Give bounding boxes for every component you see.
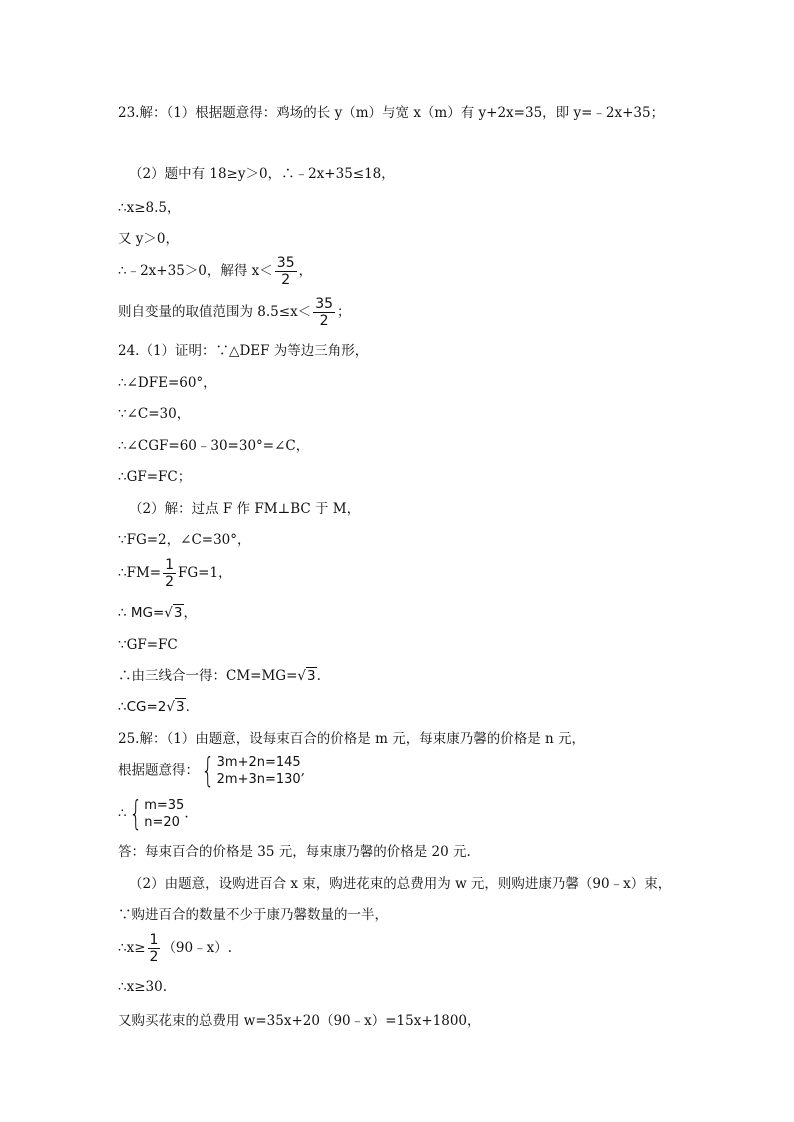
text-segment: . <box>185 699 190 715</box>
equation: n=20 <box>144 815 180 830</box>
text-line-q23-part2: （2）题中有 18≥y＞0，∴﹣2x+35≤18， <box>129 166 395 182</box>
text-line-q23-part1: 23.解：（1）根据题意得：鸡场的长 y（m）与宽 x（m）有 y+2x=35，即 y=﹣2x+35； <box>118 105 665 121</box>
text-line-q24-part2: （2）解：过点 F 作 FM⊥BC 于 M， <box>129 501 361 517</box>
text-segment: ∴ MG=√ <box>118 605 173 621</box>
fraction-1-over-2 <box>148 932 161 965</box>
text-segment: , <box>300 762 305 779</box>
text-segment: ∴CG=2√ <box>118 699 175 715</box>
text-line-with-fraction <box>118 932 232 965</box>
text-line: ∵GF=FC <box>118 637 178 653</box>
text-segment: ∴﹣2x+35＞0，解得 x＜ <box>118 263 273 279</box>
text-line: ∴x≥8.5， <box>118 200 181 216</box>
text-segment: . <box>184 805 189 822</box>
text-segment: 则自变量的取值范围为 8.5≤x＜ <box>118 304 312 320</box>
text-line-with-sqrt <box>118 667 321 685</box>
fraction-numerator: 35 <box>315 296 334 312</box>
text-line: ∴GF=FC； <box>118 469 192 485</box>
text-segment: ； <box>337 304 351 320</box>
equation-system-2 <box>144 797 184 831</box>
fraction-denominator: 2 <box>281 272 291 288</box>
text-line-q25-part2: （2）由题意，设购进百合 x 束，购进花束的总费用为 w 元，则购进康乃馨（90﹣x）束， <box>129 876 672 892</box>
text-segment: 根据题意得： <box>118 762 199 779</box>
text-segment: ∴ <box>118 805 127 822</box>
fraction-35-over-2 <box>275 255 297 288</box>
text-segment: . <box>316 668 321 684</box>
text-line: ∵FG=2，∠C=30°， <box>118 532 251 548</box>
text-segment: FG=1， <box>178 565 232 581</box>
fraction-numerator: 1 <box>165 557 175 573</box>
brace-icon: { <box>201 751 215 791</box>
brace-icon: { <box>128 794 142 834</box>
text-line-with-fraction <box>118 255 312 288</box>
text-segment: ∴FM= <box>118 565 162 581</box>
text-line-with-system <box>118 751 305 791</box>
equation-system-1 <box>217 754 301 788</box>
fraction-denominator: 2 <box>319 313 329 329</box>
text-line-q25: 25.解：（1）由题意，设每束百合的价格是 m 元，每束康乃馨的价格是 n 元， <box>118 731 585 747</box>
text-line-q24: 24.（1）证明：∵△DEF 为等边三角形， <box>118 343 369 359</box>
text-segment: （90﹣x）. <box>162 940 233 956</box>
text-line-with-sqrt <box>118 698 190 716</box>
equation: 3m+2n=145 <box>216 755 301 770</box>
text-line: ∵购进百合的数量不少于康乃馨数量的一半， <box>118 907 388 923</box>
text-segment: ∴x≥ <box>118 940 146 956</box>
fraction-denominator: 2 <box>149 949 159 965</box>
fraction-1-over-2 <box>163 557 176 590</box>
equation: 2m+3n=130 <box>216 772 301 787</box>
text-line-with-fraction <box>118 557 232 590</box>
fraction-numerator: 35 <box>276 255 295 271</box>
sqrt-argument: 3 <box>175 699 185 715</box>
text-line: ∴x≥30. <box>118 979 167 995</box>
text-line: ∴∠DFE=60°， <box>118 375 217 391</box>
sqrt-argument: 3 <box>173 605 183 621</box>
text-line: 又 y＞0， <box>118 231 180 247</box>
text-line-with-fraction <box>118 296 351 329</box>
text-segment: ∴由三线合一得：CM=MG=√ <box>118 668 306 684</box>
text-line: ∴∠CGF=60﹣30=30°=∠C， <box>118 438 310 454</box>
text-line-with-system <box>118 794 189 834</box>
text-segment: ， <box>183 605 197 621</box>
text-segment: ， <box>298 263 313 279</box>
fraction-numerator: 1 <box>149 932 159 948</box>
text-line-answer: 答：每束百合的价格是 35 元，每束康乃馨的价格是 20 元. <box>118 844 471 860</box>
equation: m=35 <box>144 798 185 813</box>
text-line: 又购买花束的总费用 w=35x+20（90﹣x）=15x+1800， <box>118 1013 481 1029</box>
fraction-35-over-2 <box>313 296 335 329</box>
text-line: ∵∠C=30， <box>118 406 191 422</box>
fraction-denominator: 2 <box>165 574 175 590</box>
sqrt-argument: 3 <box>307 668 316 684</box>
text-line-with-sqrt <box>118 604 197 622</box>
